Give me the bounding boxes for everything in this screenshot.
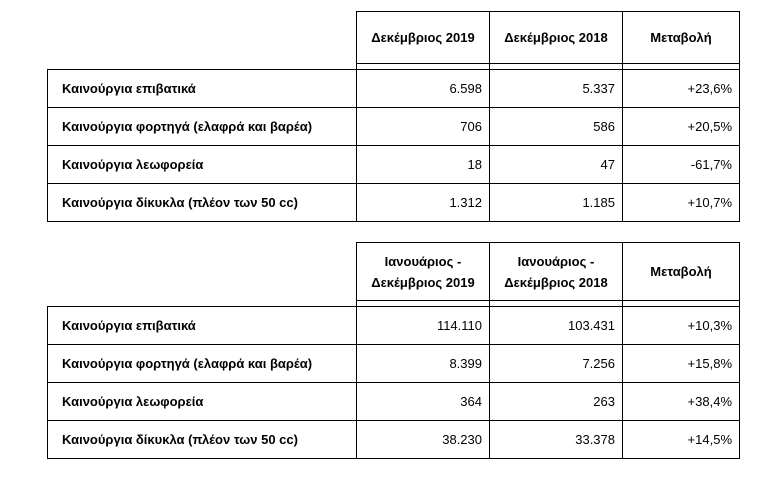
cell-value: 7.256 [490, 345, 623, 383]
column-header-change [623, 243, 740, 301]
table-row [48, 345, 740, 383]
column-header-december-2019: Δεκέμβριος 2019 [357, 12, 490, 64]
cell-value: 33.378 [490, 421, 623, 459]
header-line: Ιανουάριος - [384, 253, 462, 269]
row-label-buses: Καινούργια λεωφορεία [48, 383, 357, 421]
row-label-motorcycles: Καινούργια δίκυκλα (πλέον των 50 cc) [48, 421, 357, 459]
row-label-buses: Καινούργια λεωφορεία [48, 146, 357, 184]
cell-value: 1.312 [357, 184, 490, 222]
cell-value: 1.185 [490, 184, 623, 222]
row-label-passenger-cars: Καινούργια επιβατικά [48, 307, 357, 345]
cell-change: +10,3% [623, 307, 740, 345]
cell-value: 18 [357, 146, 490, 184]
cell-value: 6.598 [357, 70, 490, 108]
cell-change: +10,7% [623, 184, 740, 222]
column-header-jan-dec-2018 [490, 243, 623, 301]
cell-change: -61,7% [623, 146, 740, 184]
cell-change: +23,6% [623, 70, 740, 108]
column-header-december-2018: Δεκέμβριος 2018 [490, 12, 623, 64]
cell-value: 8.399 [357, 345, 490, 383]
cell-value: 706 [357, 108, 490, 146]
row-label-trucks: Καινούργια φορτηγά (ελαφρά και βαρέα) [48, 345, 357, 383]
cell-change: +20,5% [623, 108, 740, 146]
cell-value: 114.110 [357, 307, 490, 345]
cell-change: +38,4% [623, 383, 740, 421]
table-row [48, 146, 740, 184]
table-header-row [48, 243, 740, 301]
row-label-motorcycles: Καινούργια δίκυκλα (πλέον των 50 cc) [48, 184, 357, 222]
table-row [48, 383, 740, 421]
table-row [48, 421, 740, 459]
table-row [48, 70, 740, 108]
cell-change: +15,8% [623, 345, 740, 383]
cell-value: 47 [490, 146, 623, 184]
cell-value: 103.431 [490, 307, 623, 345]
row-label-passenger-cars: Καινούργια επιβατικά [48, 70, 357, 108]
column-header-change: Μεταβολή [623, 12, 740, 64]
table-row [48, 307, 740, 345]
column-header-jan-dec-2019 [357, 243, 490, 301]
header-line: Μεταβολή [650, 264, 712, 279]
table-row [48, 184, 740, 222]
header-line: Δεκέμβριος 2019 [371, 274, 475, 290]
header-line: Δεκέμβριος 2018 [504, 274, 608, 290]
row-label-trucks: Καινούργια φορτηγά (ελαφρά και βαρέα) [48, 108, 357, 146]
december-comparison-table [47, 11, 740, 222]
cell-value: 263 [490, 383, 623, 421]
cell-value: 5.337 [490, 70, 623, 108]
cell-value: 364 [357, 383, 490, 421]
header-line: Ιανουάριος - [517, 253, 595, 269]
annual-comparison-table [47, 242, 740, 459]
table-row [48, 108, 740, 146]
table-header-row [48, 12, 740, 64]
cell-value: 38.230 [357, 421, 490, 459]
cell-value: 586 [490, 108, 623, 146]
cell-change: +14,5% [623, 421, 740, 459]
